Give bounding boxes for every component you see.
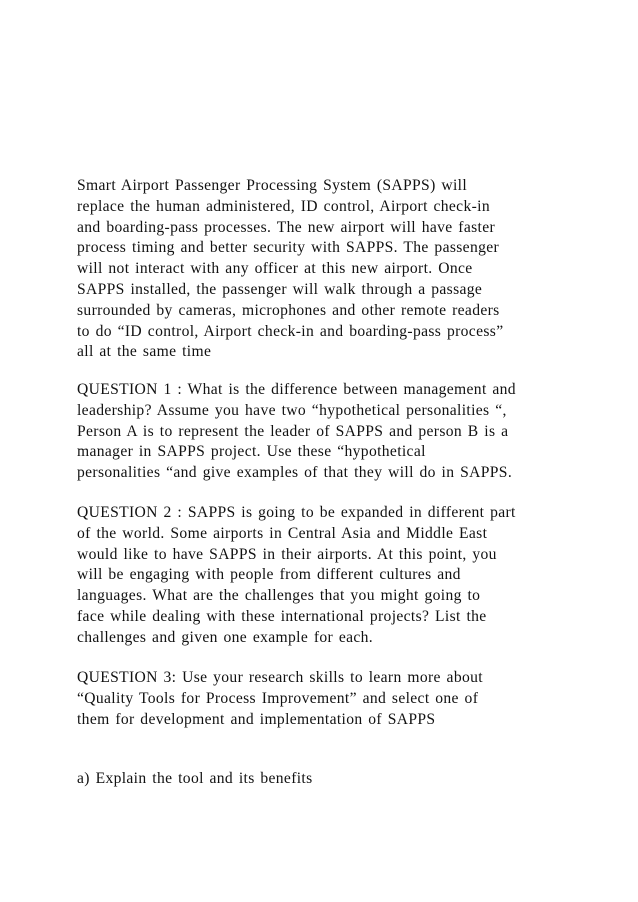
text-line: Person A is to represent the leader of SAPPS and person B is a bbox=[77, 422, 509, 440]
question-1-paragraph bbox=[77, 380, 577, 484]
text-line: a) Explain the tool and its benefits bbox=[77, 770, 313, 787]
text-line: QUESTION 2 : SAPPS is going to be expanded in different part bbox=[77, 504, 516, 521]
text-line: surrounded by cameras, microphones and other remote readers bbox=[77, 301, 500, 319]
text-line: replace the human administered, ID control, Airport check-in bbox=[77, 197, 490, 215]
text-line: to do “ID control, Airport check-in and boarding-pass process” bbox=[77, 322, 504, 340]
text-line: “Quality Tools for Process Improvement” and select one of bbox=[77, 689, 479, 707]
text-line: personalities “and give examples of that they will do in SAPPS. bbox=[77, 464, 513, 482]
text-line: will be engaging with people from different cultures and bbox=[77, 566, 461, 584]
text-line: manager in SAPPS project. Use these “hypothetical bbox=[77, 443, 426, 461]
question-3-paragraph bbox=[77, 668, 577, 730]
text-line: QUESTION 3: Use your research skills to learn more about bbox=[77, 669, 483, 686]
text-line: them for development and implementation of SAPPS bbox=[77, 710, 436, 728]
text-line: leadership? Assume you have two “hypothetical personalities “, bbox=[77, 401, 507, 419]
text-line: face while dealing with these international projects? List the bbox=[77, 607, 487, 625]
intro-paragraph bbox=[77, 176, 577, 363]
text-line: will not interact with any officer at this new airport. Once bbox=[77, 260, 473, 278]
text-line: all at the same time bbox=[77, 343, 212, 361]
text-line: SAPPS installed, the passenger will walk through a passage bbox=[77, 280, 483, 298]
item-a-paragraph bbox=[77, 769, 577, 790]
text-line: of the world. Some airports in Central Asia and Middle East bbox=[77, 524, 488, 542]
text-line: and boarding-pass processes. The new airport will have faster bbox=[77, 218, 496, 236]
text-line: process timing and better security with SAPPS. The passenger bbox=[77, 239, 500, 257]
text-line: would like to have SAPPS in their airports. At this point, you bbox=[77, 545, 497, 563]
text-line: Smart Airport Passenger Processing System (SAPPS) will bbox=[77, 177, 468, 194]
text-line: QUESTION 1 : What is the difference between management and bbox=[77, 381, 516, 398]
question-2-paragraph bbox=[77, 503, 577, 649]
text-line: challenges and given one example for each. bbox=[77, 628, 374, 646]
text-line: languages. What are the challenges that you might going to bbox=[77, 587, 481, 605]
